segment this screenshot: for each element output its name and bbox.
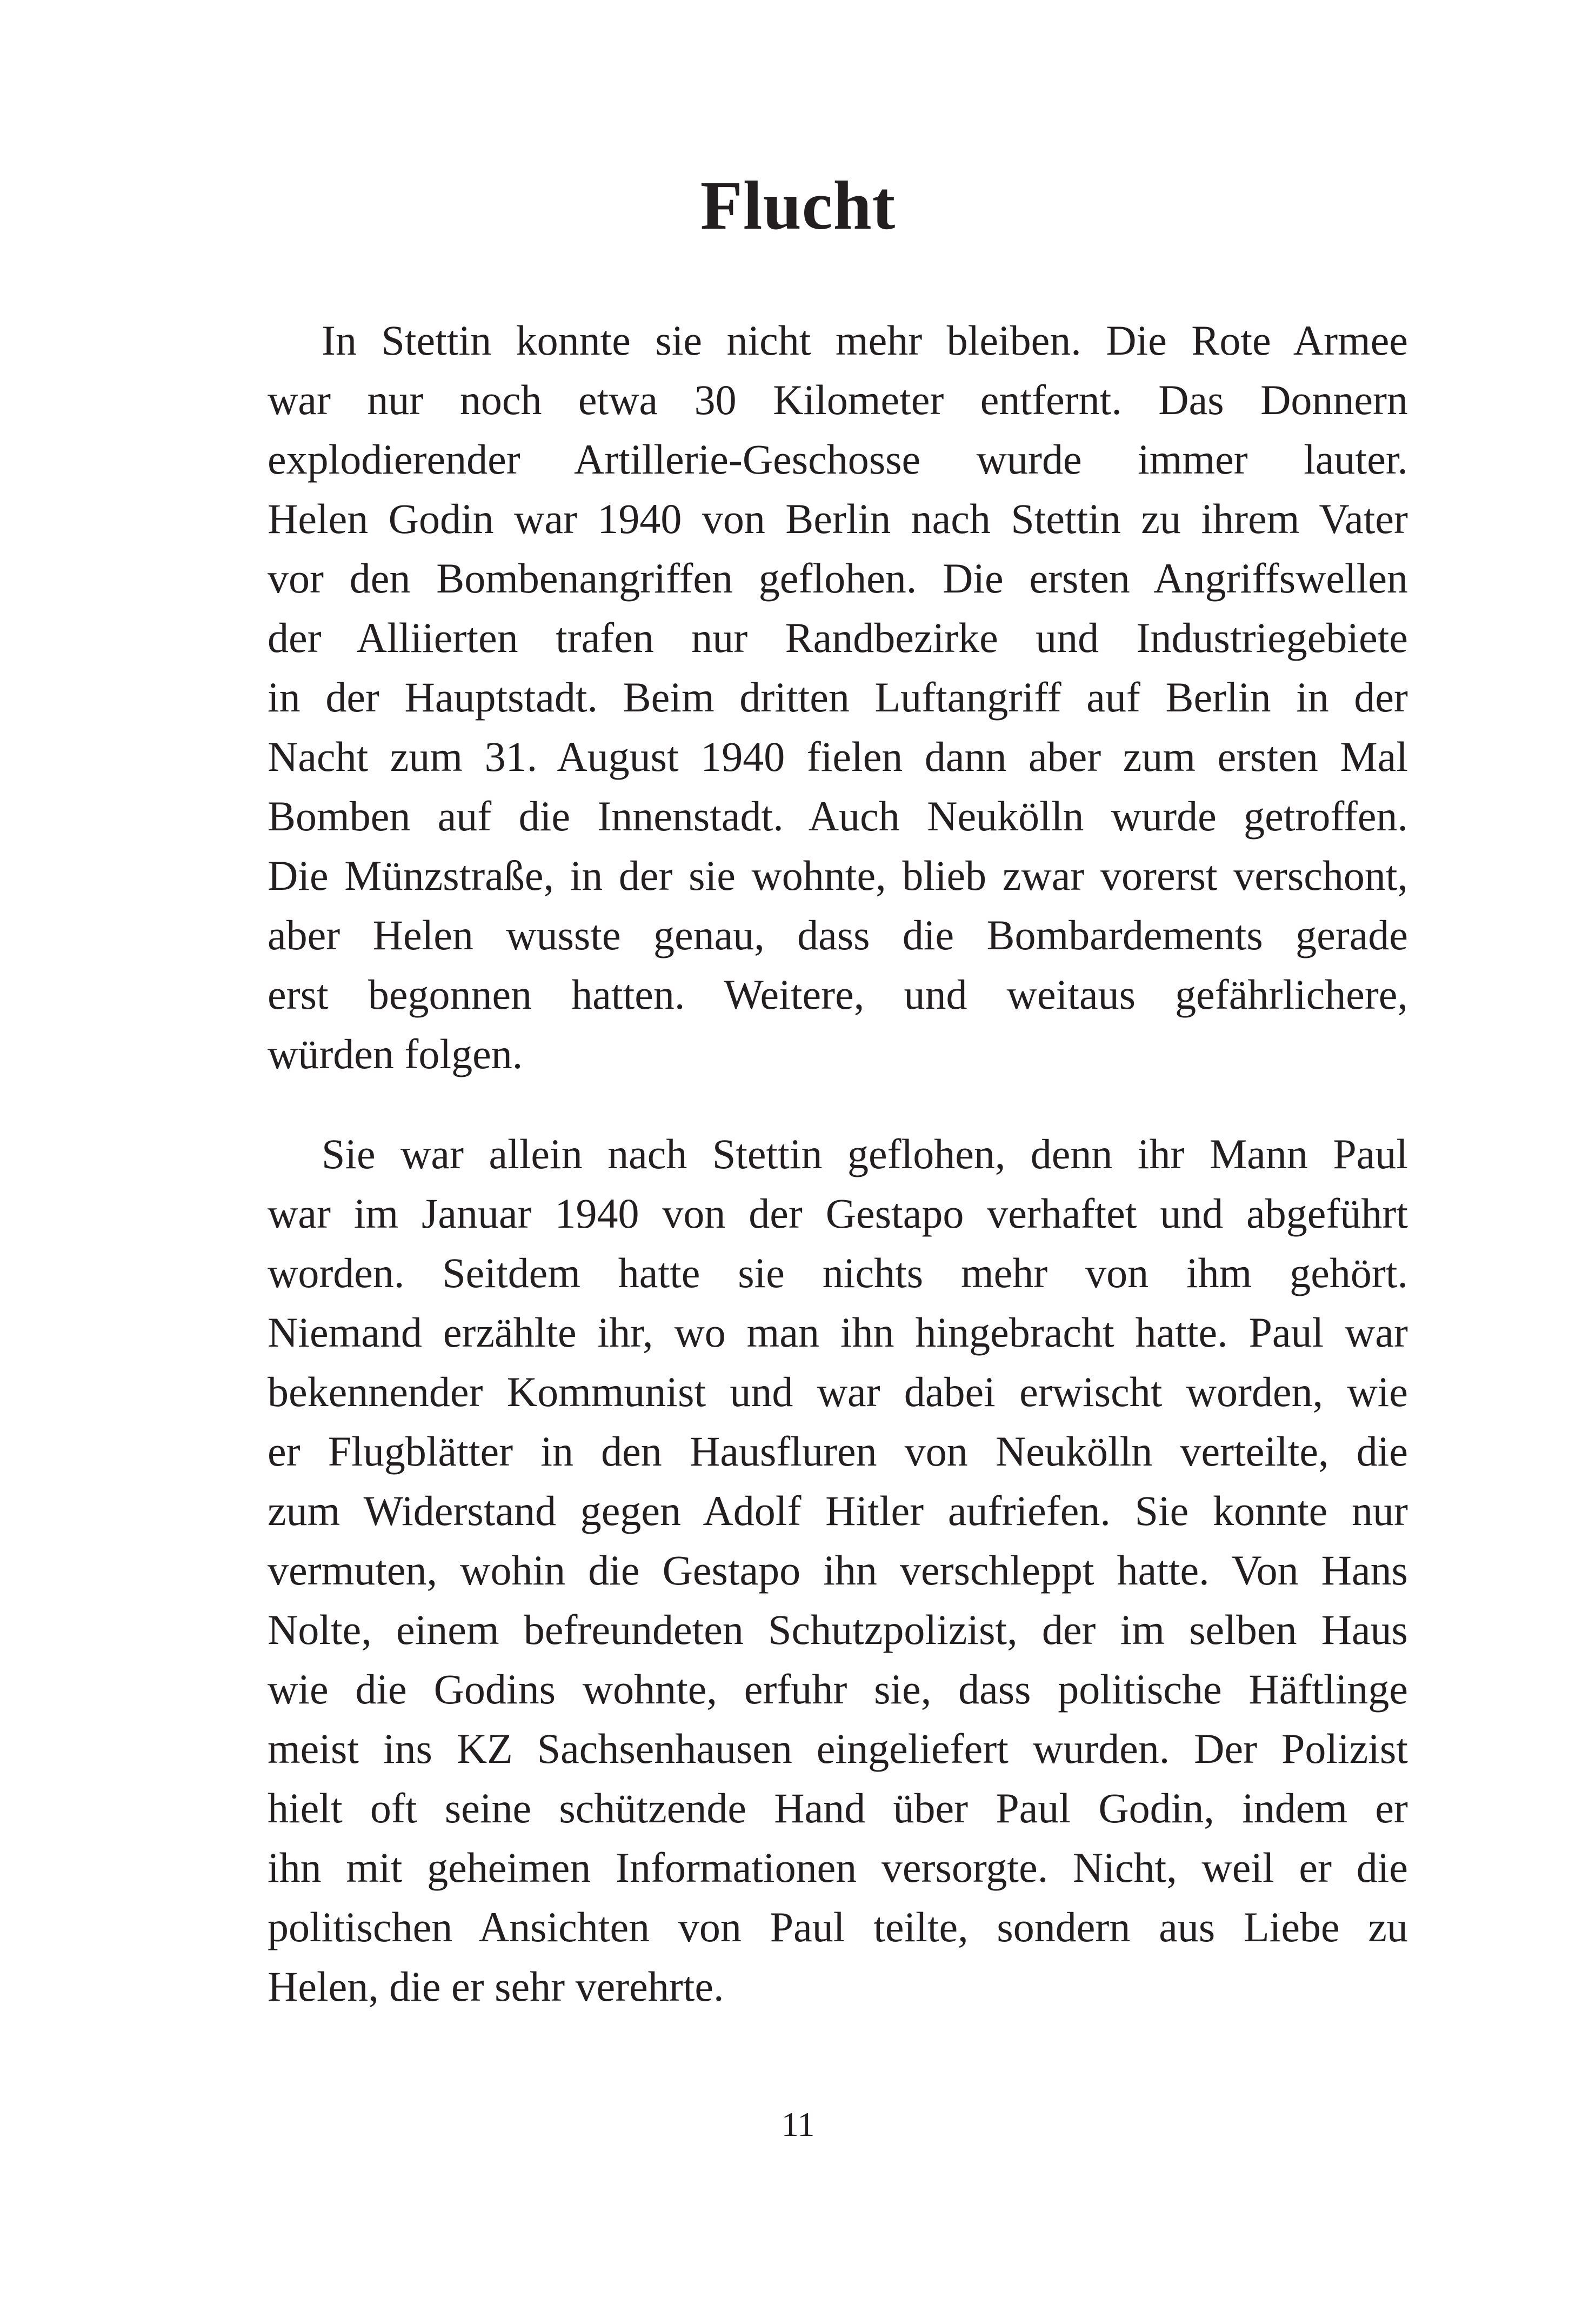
paragraph-2	[268, 1124, 1408, 2016]
paragraph-2-line: Helen, die er sehr verehrte.	[268, 1963, 724, 2010]
paragraph-1-line: würden folgen.	[268, 1030, 523, 1077]
paragraph-2-line: hielt oft seine schützende Hand über Paul Godin, indem er	[268, 1784, 1408, 1832]
paragraph-2-line: Sie war allein nach Stettin geflohen, denn ihr Mann Paul	[322, 1130, 1408, 1177]
paragraph-1-line: vor den Bombenangriffen geflohen. Die ersten Angriffswellen	[268, 555, 1408, 602]
paragraph-2-line: worden. Seitdem hatte sie nichts mehr von ihm gehört.	[268, 1249, 1408, 1296]
page-number: 11	[781, 2105, 815, 2143]
chapter-title: Flucht	[700, 167, 896, 244]
paragraph-2-line: wie die Godins wohnte, erfuhr sie, dass politische Häftlinge	[268, 1666, 1408, 1713]
paragraph-2-line: meist ins KZ Sachsenhausen eingeliefert wurden. Der Polizist	[268, 1725, 1408, 1772]
paragraph-2-line: Nolte, einem befreundeten Schutzpolizist, der im selben Haus	[268, 1606, 1408, 1653]
paragraph-1-line: erst begonnen hatten. Weitere, und weitaus gefährlichere,	[268, 971, 1408, 1018]
paragraph-2-line: war im Januar 1940 von der Gestapo verhaftet und abgeführt	[268, 1190, 1408, 1237]
paragraph-1-line: der Alliierten trafen nur Randbezirke und Industriegebiete	[268, 614, 1408, 661]
paragraph-2-line: ihn mit geheimen Informationen versorgte. Nicht, weil er die	[268, 1844, 1408, 1891]
paragraph-1-line: war nur noch etwa 30 Kilometer entfernt. Das Donnern	[268, 376, 1408, 423]
paragraph-1-line: in der Hauptstadt. Beim dritten Luftangriff auf Berlin in der	[268, 674, 1408, 721]
paragraph-1-line: aber Helen wusste genau, dass die Bombardements gerade	[268, 911, 1408, 958]
paragraph-2-line: zum Widerstand gegen Adolf Hitler aufriefen. Sie konnte nur	[268, 1487, 1408, 1534]
paragraph-1-line: explodierender Artillerie-Geschosse wurde immer lauter.	[268, 436, 1408, 483]
paragraph-1-line: In Stettin konnte sie nicht mehr bleiben. Die Rote Armee	[322, 317, 1408, 364]
paragraph-2-line: politischen Ansichten von Paul teilte, sondern aus Liebe zu	[268, 1903, 1408, 1950]
paragraph-2-line: er Flugblätter in den Hausfluren von Neukölln verteilte, die	[268, 1428, 1408, 1475]
paragraph-2-line: Niemand erzählte ihr, wo man ihn hingebracht hatte. Paul war	[268, 1309, 1408, 1356]
paragraph-2-line: bekennender Kommunist und war dabei erwischt worden, wie	[268, 1368, 1408, 1415]
paragraph-1	[268, 311, 1408, 1084]
paragraph-1-line: Helen Godin war 1940 von Berlin nach Stettin zu ihrem Vater	[268, 495, 1408, 542]
paragraph-1-line: Die Münzstraße, in der sie wohnte, blieb zwar vorerst verschont,	[268, 852, 1408, 899]
paragraph-1-line: Nacht zum 31. August 1940 fielen dann aber zum ersten Mal	[268, 733, 1408, 780]
paragraph-2-line: vermuten, wohin die Gestapo ihn verschleppt hatte. Von Hans	[268, 1547, 1408, 1594]
paragraph-1-line: Bomben auf die Innenstadt. Auch Neukölln wurde getroffen.	[268, 793, 1408, 840]
